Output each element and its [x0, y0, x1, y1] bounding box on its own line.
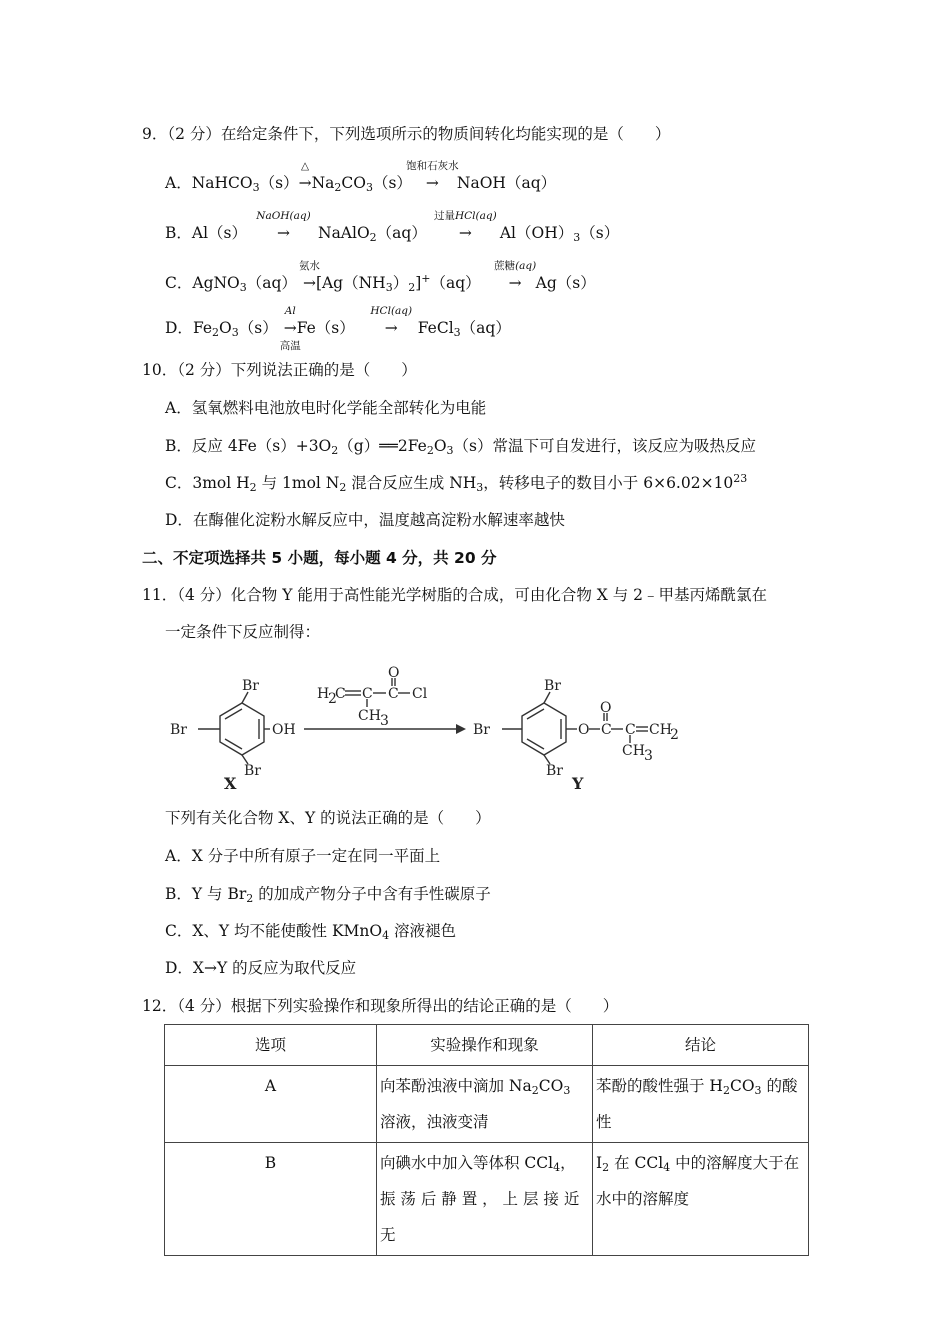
svg-text:C: C	[601, 722, 612, 738]
svg-text:CH: CH	[622, 743, 645, 759]
q10-option-b: B．反应 $4Fe(s)+3O_2(g)══2Fe_2O_3(s)$常温下可自发进行，该反应为吸热反应	[165, 437, 756, 457]
q11-option-b: B．Y 与 $Br_2$ 的加成产物分子中含有手性碳原子	[165, 885, 491, 905]
svg-text:Br: Br	[544, 678, 561, 694]
reaction-arrow: Al 高温 →	[279, 305, 301, 352]
svg-text:2: 2	[328, 691, 337, 707]
svg-text:Br: Br	[546, 763, 563, 779]
arrow-head	[456, 724, 466, 734]
q11-option-a: A．X 分子中所有原子一定在同一平面上	[165, 847, 441, 865]
row-operation: 向碘水中加入等体积 CCl$_4$， 振 荡 后 静 置 ， 上 层 接 近 无	[377, 1143, 593, 1256]
q9-option-b: B．Al（s） NaOH(aq) → NaAlO$_2$（aq） 过量HCl(aq) → $Al(OH)_3(s)$	[165, 210, 620, 244]
q12-table	[164, 1024, 809, 1256]
q11-stem-line1: 11．（4 分）化合物 Y 能用于高性能光学树脂的合成，可由化合物 X 与 2﹣甲基丙烯酰氯在	[142, 586, 768, 604]
svg-text:CH: CH	[649, 722, 672, 738]
svg-text:Y: Y	[572, 774, 584, 793]
q11-sub-stem: 下列有关化合物 X、Y 的说法正确的是（ ）	[165, 809, 491, 827]
svg-text:Br: Br	[473, 722, 490, 738]
section-heading: 二、不定项选择共 5 小题，每小题 4 分，共 20 分	[142, 549, 497, 567]
reaction-scheme	[160, 650, 700, 800]
q11-option-c: C．X、Y 均不能使酸性 KMnO$_4$ 溶液褪色	[165, 922, 457, 942]
q10-stem: 10．（2 分）下列说法正确的是（ ）	[142, 361, 417, 379]
row-conclusion: 苯酚的酸性强于 $H_2CO_3$ 的酸 性	[593, 1066, 809, 1143]
svg-text:Br: Br	[244, 763, 261, 779]
q11-option-d: D．X→Y 的反应为取代反应	[165, 959, 357, 977]
reaction-arrow: 蔗糖(aq) →	[494, 260, 537, 292]
svg-text:H: H	[317, 686, 330, 702]
svg-text:Br: Br	[170, 722, 187, 738]
reaction-arrow: 饱和石灰水 →	[406, 160, 459, 192]
row-conclusion: $I_2$ 在 CCl$_4$ 中的溶解度大于在 水中的溶解度	[593, 1143, 809, 1256]
svg-text:2: 2	[670, 727, 679, 743]
row-option: A	[165, 1066, 377, 1143]
svg-text:O: O	[388, 665, 400, 681]
row-operation: 向苯酚浊液中滴加 $Na_2CO_3$ 溶液，浊液变清	[377, 1066, 593, 1143]
q9-option-a: A．NaHCO$_3$（s） △ $\to Na_2CO_3(s)$ 饱和石灰水 → NaOH（aq）	[165, 160, 557, 194]
svg-text:O: O	[600, 700, 612, 716]
q9-option-d: D．$Fe_2O_3(s)$ Al 高温 →Fe（s） HCl(aq) → FeCl$_3$（aq）	[165, 305, 511, 352]
reaction-arrow: 氨水 →	[298, 260, 320, 292]
table-row	[165, 1066, 809, 1143]
header-option: 选项	[165, 1025, 377, 1066]
svg-text:OH: OH	[272, 722, 296, 738]
table-header-row	[165, 1025, 809, 1066]
header-conclusion: 结论	[593, 1025, 809, 1066]
svg-text:C: C	[388, 686, 399, 702]
svg-text:CH: CH	[358, 708, 381, 724]
row-option: B	[165, 1143, 377, 1256]
table-row	[165, 1143, 809, 1256]
q10-option-a: A．氢氧燃料电池放电时化学能全部转化为电能	[165, 399, 487, 417]
svg-text:Br: Br	[242, 678, 259, 694]
q10-option-c: C．3mol $H_2$ 与 1mol $N_2$ 混合反应生成 $NH_3$，转移电子的数目小于 $6\times 6.02\times 10^{23}$	[165, 472, 748, 494]
svg-text:C: C	[335, 686, 346, 702]
q9-stem: 9．（2 分）在给定条件下，下列选项所示的物质间转化均能实现的是（ ）	[142, 125, 671, 143]
reaction-arrow: NaOH(aq) →	[256, 210, 311, 242]
q10-option-d: D．在酶催化淀粉水解反应中，温度越高淀粉水解速率越快	[165, 511, 565, 529]
svg-text:3: 3	[380, 713, 389, 729]
q12-stem: 12．（4 分）根据下列实验操作和现象所得出的结论正确的是（ ）	[142, 997, 619, 1015]
svg-text:O: O	[578, 722, 590, 738]
svg-text:C: C	[362, 686, 373, 702]
reaction-arrow: △ →	[298, 160, 312, 192]
reaction-arrow: HCl(aq) →	[370, 305, 413, 337]
q11-stem-line2: 一定条件下反应制得：	[165, 623, 321, 641]
reaction-arrow: 过量HCl(aq) →	[433, 210, 497, 242]
svg-text:C: C	[625, 722, 636, 738]
svg-text:X: X	[224, 774, 237, 793]
header-operation: 实验操作和现象	[377, 1025, 593, 1066]
q9-option-c: C．AgNO$_3$（aq） 氨水 $\to[Ag(NH_3)_2]^+(aq)$ 蔗糖(aq) → Ag（s）	[165, 260, 596, 294]
svg-text:3: 3	[644, 748, 653, 764]
svg-text:Cl: Cl	[412, 686, 428, 702]
